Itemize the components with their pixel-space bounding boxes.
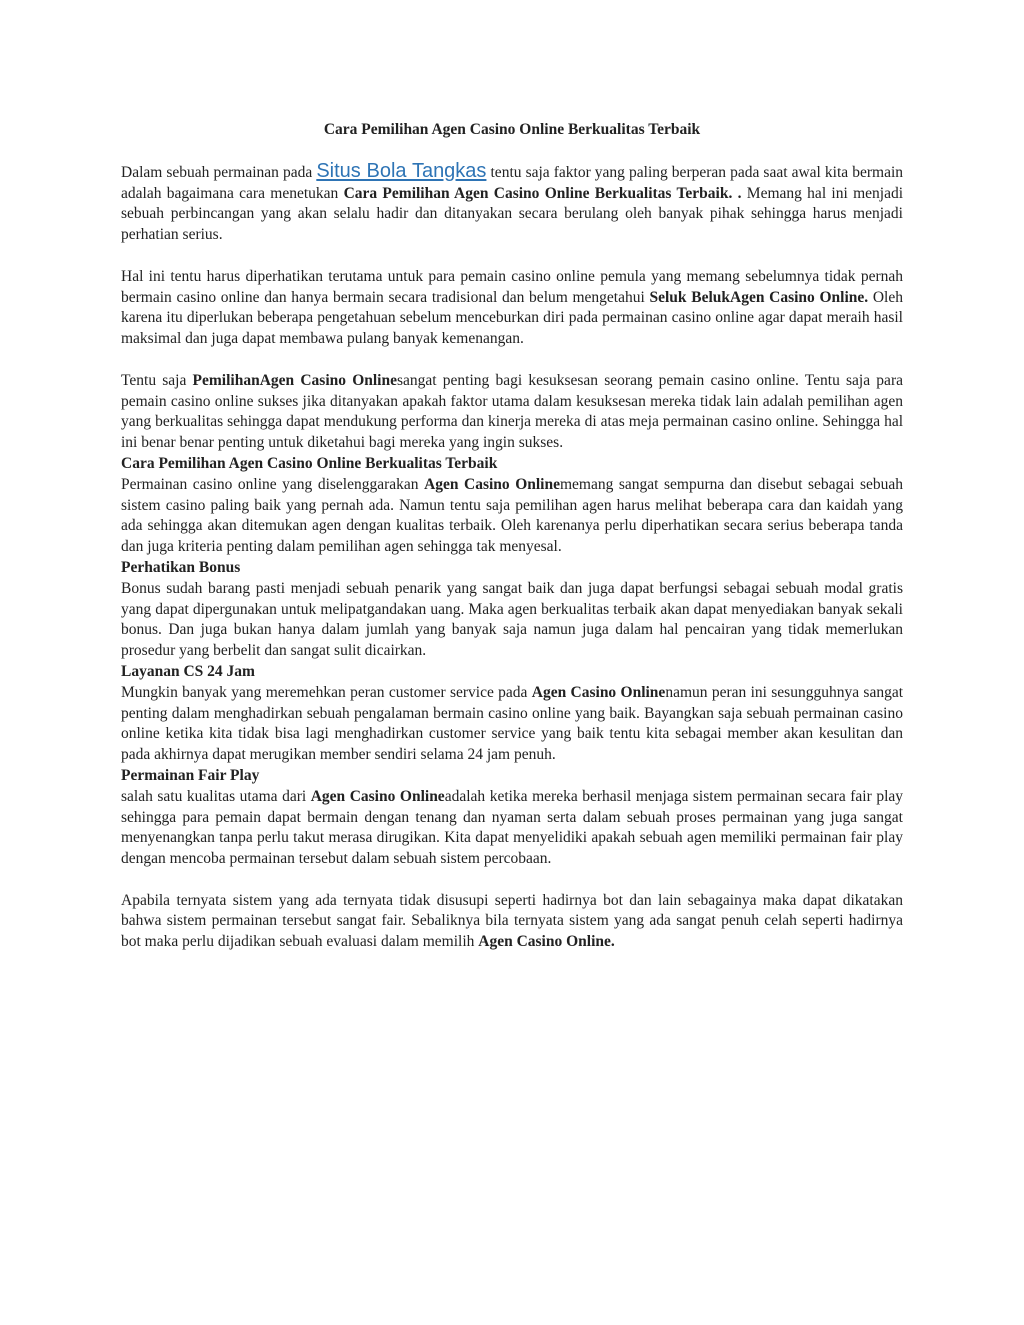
text-run: Memang hal ini menjadi sebuah perbincangan yang akan selalu hadir dan ditanyakan secara berulang oleh banyak pihak sehingga harus menjadi perhatian serius.: [121, 184, 904, 244]
section-paragraph-cara-pemilihan: [121, 475, 903, 558]
document-title: Cara Pemilihan Agen Casino Online Berkualitas Terbaik: [323, 121, 701, 138]
bold-phrase: Agen Casino Online: [424, 475, 560, 493]
text-run: namun peran ini sesungguhnya sangat penting dalam menghadirkan sebuah pengalaman bermain casino online yang baik. Bayangkan saja sebuah permainan casino online ketika kita tidak bisa lagi menghadirkan customer service yang baik tentu kita sebagai member akan kesulitan dan pada akhirnya dapat merugikan member sendiri selama 24 jam penuh.: [121, 683, 904, 764]
section-heading-fair-play: Permainan Fair Play: [121, 766, 260, 784]
bold-phrase: Agen Casino Online: [531, 683, 666, 701]
bold-phrase: Agen Casino Online: [310, 787, 445, 805]
document-page: [121, 0, 903, 953]
text-run: Dalam sebuah permainan pada: [121, 163, 317, 181]
paragraph-3: [121, 371, 903, 454]
text-run: memang sangat sempurna dan disebut sebagai sebuah sistem casino paling baik yang pernah ada. Namun tentu saja pemilihan agen harus melihat beberapa cara dan kaidah yang ada sehingga akan ditemukan agen dengan kualitas terbaik. Oleh karenanya perlu diperhatikan secara serius beberapa tanda dan juga kriteria penting dalam pemilihan agen sehingga tak menyesal.: [121, 475, 903, 556]
closing-paragraph: [121, 891, 903, 953]
bold-phrase: Seluk BelukAgen Casino Online.: [649, 288, 869, 306]
bold-phrase: Agen Casino Online.: [478, 933, 615, 951]
bold-phrase: Cara Pemilihan Agen Casino Online Berkualitas Terbaik. .: [343, 184, 742, 202]
text-run: salah satu kualitas utama dari: [121, 787, 311, 805]
section-heading-cs: Layanan CS 24 Jam: [121, 662, 255, 680]
text-run: sangat penting bagi kesuksesan seorang pemain casino online. Tentu saja para pemain casino online sukses jika ditanyakan apakah faktor utama dalam kesuksesan mereka tidak lain adalah pemilihan agen yang berkualitas sehingga dapat mendukung performa dan kinerja mereka di atas meja permainan casino online. Sehingga hal ini benar benar penting untuk diketahui bagi mereka yang ingin sukses.: [121, 371, 903, 452]
section-paragraph-cs: [121, 683, 903, 766]
section-paragraph-bonus: Bonus sudah barang pasti menjadi sebuah penarik yang sangat baik dan juga dapat berfungsi sebagai sebuah modal gratis yang dapat dipergunakan untuk melipatgandakan uang. Maka agen berkualitas terbaik akan dapat menyediakan banyak sekali bonus. Dan juga bukan hanya dalam jumlah yang banyak saja namun juga dalam hal pencairan yang tidak memerlukan prosedur yang berbelit dan sangat sulit dicairkan.: [121, 579, 903, 660]
section-paragraph-fair-play: [121, 787, 903, 870]
text-run: adalah ketika mereka berhasil menjaga sistem permainan secara fair play sehingga para pemain dapat bermain dengan tenang dan nyaman serta dalam sebuah proses permainan yang juga sangat menyenangkan tanpa perlu takut merasa dirugikan. Kita dapat menyelidiki apakah sebuah agen memiliki permainan fair play dengan mencoba permainan tersebut dalam sebuah sistem percobaan.: [121, 787, 904, 868]
text-run: Oleh karena itu diperlukan beberapa pengetahuan sebelum menceburkan diri pada permainan casino online agar dapat meraih hasil maksimal dan juga dapat membawa pulang banyak kemenangan.: [121, 288, 903, 348]
text-run: Mungkin banyak yang meremehkan peran customer service pada: [121, 683, 532, 701]
text-run: Permainan casino online yang diselenggarakan: [121, 475, 425, 493]
intro-paragraph: [121, 161, 903, 246]
paragraph-2: [121, 267, 903, 350]
situs-bola-tangkas-link[interactable]: Situs Bola Tangkas: [316, 159, 487, 182]
text-run: tentu saja faktor yang paling berperan pada saat awal kita bermain adalah bagaimana cara menetukan: [121, 163, 904, 202]
section-heading-bonus: Perhatikan Bonus: [121, 558, 241, 576]
text-run: Hal ini tentu harus diperhatikan terutama untuk para pemain casino online pemula yang memang sebelumnya tidak pernah bermain casino online dan hanya bermain secara tradisional dan belum mengetahui: [121, 267, 903, 306]
bold-phrase: PemilihanAgen Casino Online: [192, 371, 397, 389]
section-heading-cara-pemilihan: Cara Pemilihan Agen Casino Online Berkualitas Terbaik: [121, 454, 498, 472]
text-run: Tentu saja: [121, 371, 193, 389]
text-run: Apabila ternyata sistem yang ada ternyata tidak disusupi seperti hadirnya bot dan lain sebagainya maka dapat dikatakan bahwa sistem permainan tersebut sangat fair. Sebaliknya bila ternyata sistem yang ada sangat penuh celah seperti hadirnya bot maka perlu dijadikan sebuah evaluasi dalam memilih: [121, 891, 903, 951]
